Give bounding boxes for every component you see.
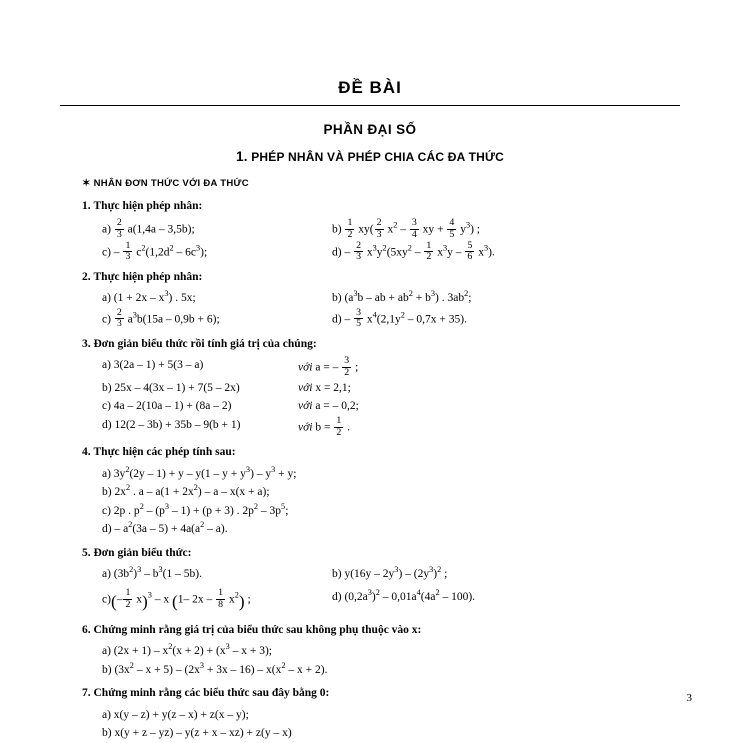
problem-heading: Đơn giản biểu thức rồi tính giá trị của chúng:	[93, 338, 317, 351]
item-row	[102, 565, 680, 584]
item-4c: c) 2p . $p^2 - (p^3 - 1) + (p + 3)$ . $2p^2 - 3p^5$;	[102, 502, 289, 517]
item-3c: c) 4a – 2(10a – 1) + (8a – 2)	[102, 400, 232, 413]
problem-4	[82, 444, 680, 461]
problem-heading: Thực hiện các phép tính sau:	[93, 446, 236, 459]
problem-1-items	[60, 218, 680, 263]
problem-2	[82, 269, 680, 286]
item-row	[102, 241, 680, 263]
item-6a: a) $(2x + 1) - x^2(x + 2) + (x^3 - x + 3)$;	[102, 642, 272, 658]
problem-number: 1.	[82, 200, 91, 212]
problem-number: 7.	[82, 687, 91, 700]
item-1b: b) $\frac{1}{2}$ xy( $\frac{2}{3}$ $x^2$ – $\frac{3}{4}$ xy + $\frac{4}{5}$ $y^3$) ;	[332, 217, 480, 240]
item-row	[102, 218, 680, 240]
problem-3-items	[60, 356, 680, 438]
problem-number: 6.	[82, 623, 91, 636]
problem-heading: Thực hiện phép nhân:	[93, 270, 203, 283]
problem-number: 5.	[82, 547, 91, 560]
item-5b: b) $y(16y - 2y^3) - (2y^3)^2$ ;	[332, 565, 448, 581]
item-1a: a) $\frac{2}{3}$ a(1,4a – 3,5b);	[102, 217, 195, 240]
page-number: 3	[686, 692, 692, 704]
problem-heading: Chứng minh rằng các biểu thức sau đây bằng 0:	[93, 687, 330, 700]
item-2a: a) $(1 + 2x - x^3)$ . 5x;	[102, 289, 196, 305]
item-5a: a) $(3b^2)^3 - b^3(1 - 5b)$.	[102, 565, 202, 581]
problem-7	[82, 685, 680, 702]
item-row	[102, 308, 680, 330]
problem-heading: Chứng minh rằng giá trị của biểu thức sau không phụ thuộc vào x:	[93, 623, 422, 636]
problem-6	[82, 622, 680, 639]
page-title: ĐỀ BÀI	[338, 78, 402, 97]
problem-4-items	[60, 465, 680, 540]
item-2b: b) ($a^3b$ – ab + $ab^2 + b^3$) . $3ab^2$;	[332, 289, 472, 305]
item-1d: d) – $\frac{2}{3}$ $x^3y^2(5xy^2$ – $\frac{1}{2}$ $x^3y$ – $\frac{5}{6}$ $x^3$).	[332, 239, 495, 263]
item-1c: c) – $\frac{1}{3}$ $c^2(1,2d^2 - 6c^3)$;	[102, 239, 208, 263]
item-2c: c) $\frac{2}{3}$ $a^3b(15a - 0,9b + 6)$;	[102, 306, 220, 330]
item-row	[102, 289, 680, 308]
item-row	[102, 397, 680, 416]
item-4a: a) $3y^2(2y - 1) + y - y(1 - y + y^3) - y^3 + y$;	[102, 464, 297, 480]
item-7b: b) x(y + z – yz) – y(z + x – xz) + z(y – x)	[102, 727, 292, 740]
item-row	[102, 416, 680, 438]
subsection-label: NHÂN ĐƠN THỨC VỚI ĐA THỨC	[93, 178, 249, 189]
problem-3	[82, 336, 680, 353]
problem-heading: Đơn giản biểu thức:	[93, 547, 192, 560]
chapter-title-text: PHÉP NHÂN VÀ PHÉP CHIA CÁC ĐA THỨC	[251, 150, 504, 164]
chapter-number: 1.	[235, 149, 248, 164]
item-row	[102, 379, 680, 398]
problem-number: 3.	[82, 338, 91, 351]
item-3d: d) 12(2 – 3b) + 35b – 9(b + 1)	[102, 419, 241, 431]
title-divider	[60, 105, 680, 106]
item-3b: b) 25x – 4(3x – 1) + 7(5 – 2x)	[102, 381, 240, 394]
item-row	[102, 356, 680, 378]
problem-7-items	[60, 706, 680, 743]
chapter-title	[60, 149, 680, 164]
problem-5-items	[60, 565, 680, 616]
title-block	[60, 78, 680, 164]
section-title: PHẦN ĐẠI SỐ	[323, 122, 417, 137]
item-3a: a) 3(2a – 1) + 5(3 – a)	[102, 359, 204, 372]
item-3c-condition: với a = – 0,2;	[298, 400, 359, 413]
item-row	[102, 588, 680, 616]
problem-number: 4.	[82, 446, 91, 459]
star-icon: ✶	[82, 178, 91, 189]
problem-heading: Thực hiện phép nhân:	[93, 200, 203, 212]
problem-2-items	[60, 289, 680, 330]
problem-number: 2.	[82, 270, 91, 283]
item-3b-condition: với x = 2,1;	[298, 381, 351, 394]
item-2d: d) – $\frac{3}{5}$ $x^4(2,1y^2 - 0,7x + 35)$.	[332, 306, 467, 330]
subsection-heading	[82, 178, 680, 189]
item-7a: a) x(y – z) + y(z – x) + z(x – y);	[102, 708, 249, 721]
problem-6-items	[60, 642, 680, 679]
problem-5	[82, 545, 680, 562]
item-3a-condition: với a = – $\frac{3}{2}$ ;	[298, 355, 359, 379]
item-5d: d) $(0,2a^3)^2 - 0,01a^4(4a^2 - 100)$.	[332, 588, 476, 603]
problem-1	[82, 198, 680, 215]
item-6b: b) $(3x^2 - x + 5) - (2x^3 + 3x - 16) - x(x^2 - x + 2)$.	[102, 660, 328, 676]
item-4b: b) $2x^2$ . $a - a(1 + 2x^2) - a - x(x + a)$;	[102, 483, 270, 499]
item-4d: $d) - a^2(3a - 5) + 4a(a^2 - a)$.	[102, 520, 228, 536]
item-3d-condition: với b = $\frac{1}{2}$ .	[298, 415, 350, 438]
item-5c: c)(– $\frac{1}{2}$ x)$^3$ – x (1– 2x – $\frac{1}{8}$ $x^2$) ;	[102, 586, 251, 611]
